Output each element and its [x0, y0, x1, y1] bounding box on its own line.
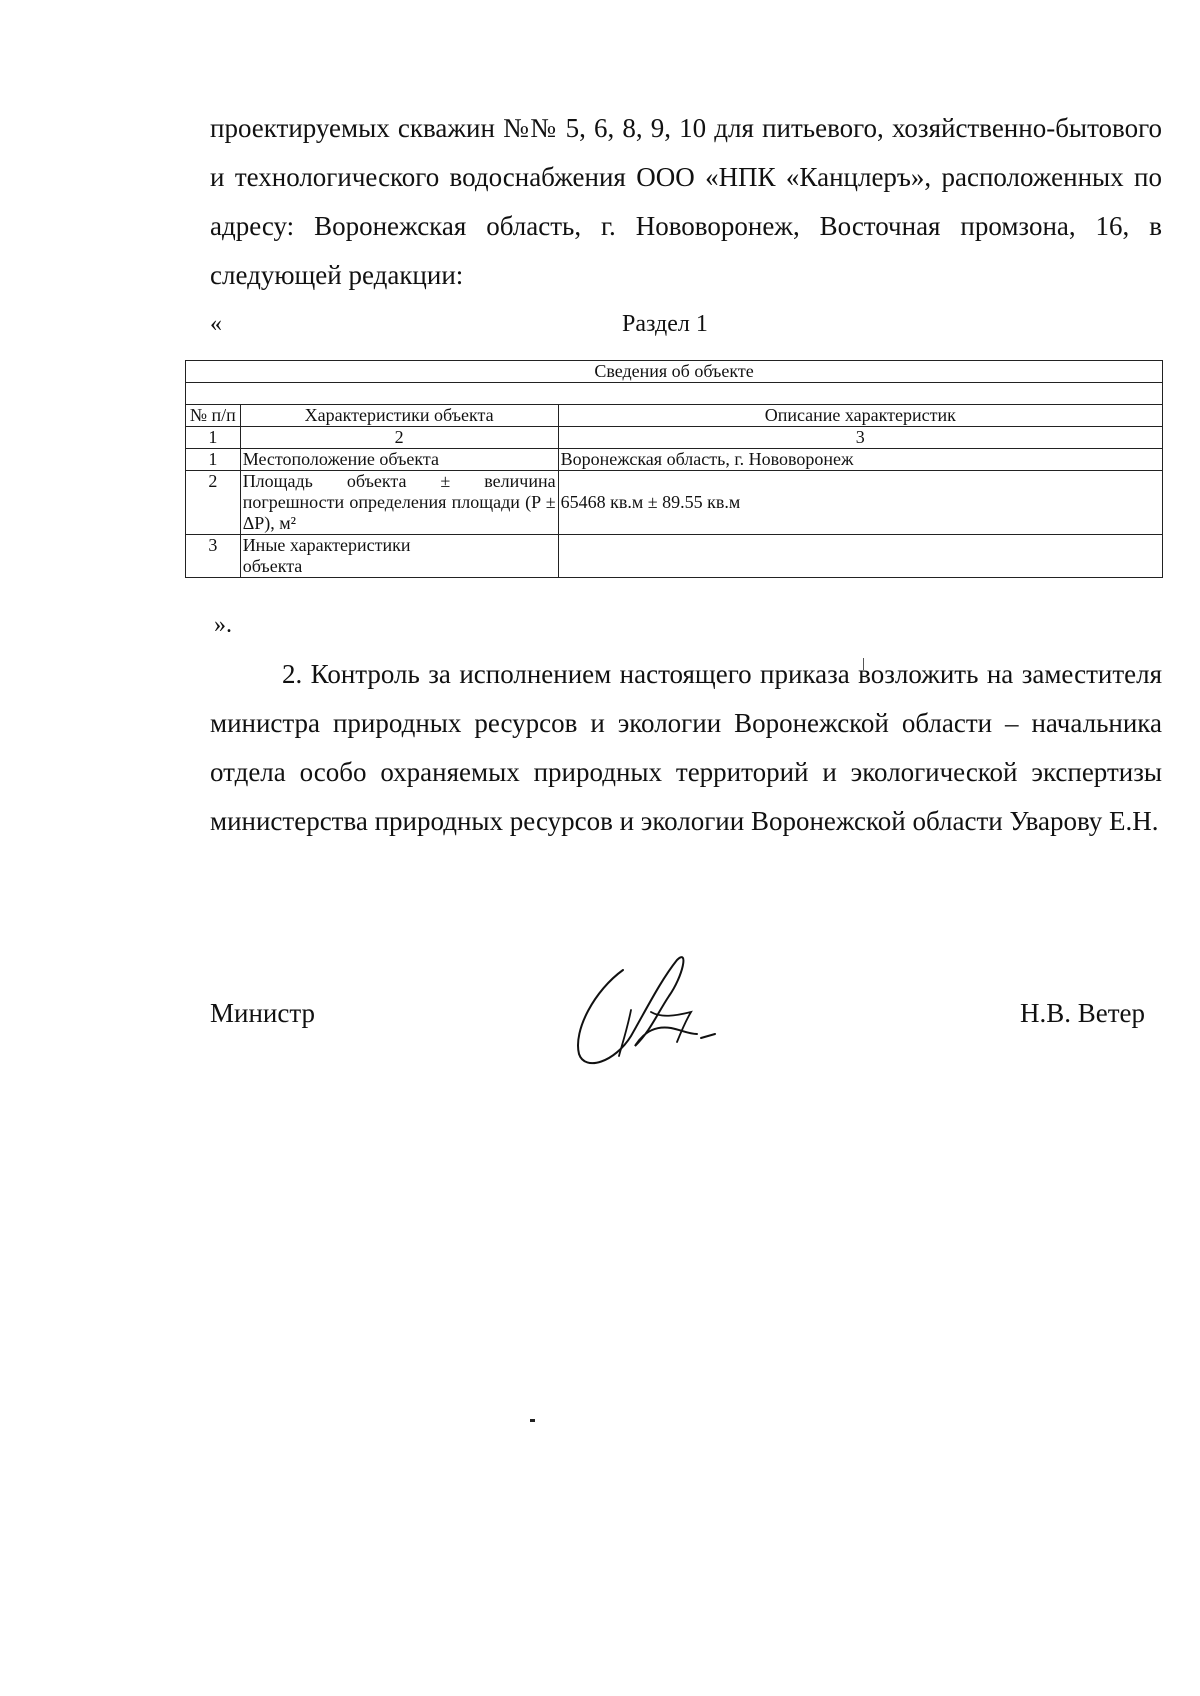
header-characteristics: Характеристики объекта: [240, 405, 558, 427]
header-description: Описание характеристик: [558, 405, 1162, 427]
row-number: 2: [186, 471, 241, 535]
table-numbering-row: [186, 427, 1163, 449]
scan-dot: [530, 1419, 535, 1422]
numbering-cell: 2: [240, 427, 558, 449]
numbering-cell: 1: [186, 427, 241, 449]
table-spacer-row: [186, 383, 1163, 405]
handwritten-signature: [565, 950, 745, 1070]
closing-quote: ».: [214, 612, 232, 638]
table-row: [186, 471, 1163, 535]
table-spacer: [186, 383, 1163, 405]
object-info-table: [185, 360, 1163, 578]
numbering-cell: 3: [558, 427, 1162, 449]
row-characteristic: Площадь объекта ± величина погрешности определения площади (P ± ΔP), м²: [240, 471, 558, 535]
row-number: 1: [186, 449, 241, 471]
signer-name: Н.В. Ветер: [1020, 998, 1146, 1028]
paragraph-control: 2. Контроль за исполнением настоящего приказа возложить на заместителя министра природных ресурсов и экологии Воронежской области – начальника отдела особо охраняемых природных территорий и экологической экспертизы министерства природных ресурсов и экологии Воронежской области Уварову Е.Н.: [210, 659, 1162, 836]
paragraph-intro: проектируемых скважин №№ 5, 6, 8, 9, 10 для питьевого, хозяйственно-бытового и технологического водоснабжения ООО «НПК «Канцлеръ», расположенных по адресу: Воронежская область, г. Нововоронеж, Восточная промзона, 16, в следующей редакции:: [210, 113, 1162, 290]
table-caption: Сведения об объекте: [186, 361, 1163, 383]
row-characteristic: Иные характеристики объекта: [240, 535, 558, 578]
table-row: [186, 535, 1163, 578]
table-header-row: [186, 405, 1163, 427]
signer-role: Министр: [210, 998, 315, 1028]
header-num: № п/п: [186, 405, 241, 427]
row-number: 3: [186, 535, 241, 578]
row-value: [558, 535, 1162, 578]
row-characteristic: Местоположение объекта: [240, 449, 558, 471]
section-title: Раздел 1: [622, 311, 708, 337]
row-value: Воронежская область, г. Нововоронеж: [558, 449, 1162, 471]
table-row: [186, 449, 1163, 471]
opening-quote: «: [210, 311, 222, 337]
table-caption-row: [186, 361, 1163, 383]
row-value: 65468 кв.м ± 89.55 кв.м: [558, 471, 1162, 535]
